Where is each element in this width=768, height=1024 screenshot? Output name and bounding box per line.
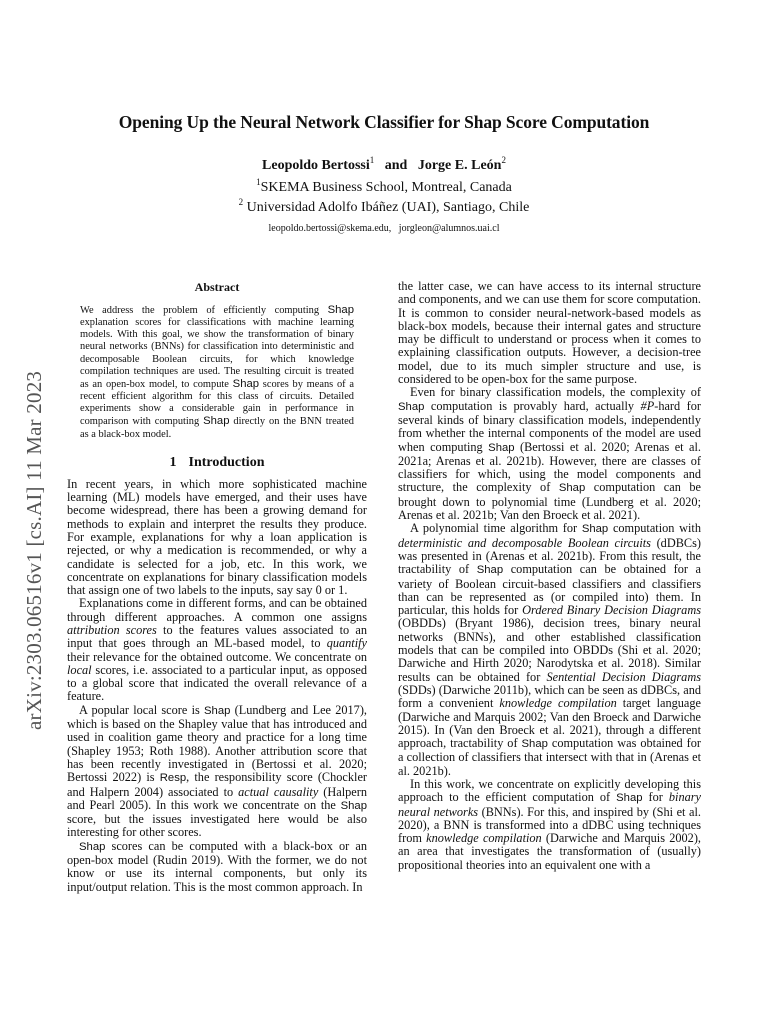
- body-paragraph: In recent years, in which more sophisticated machine learning (ML) models have emerged, and their uses have become widespread, there has been a growing demand for methods to explain and interpret the results they produce. For example, explanations for why a loan application is rejected, or why a medication is recommended, or why a candidate is selected for a job, etc. In this work, we concentrate on explanations for binary classification models that assign one of two labels to the inputs, say say 0 or 1.: [67, 476, 367, 598]
- author-affil-mark: 2: [501, 155, 506, 165]
- body-paragraph: Shap scores can be computed with a black-box or an open-box model (Rudin 2019). With the former, we do not know or use its internal components, but only its input/output relation. This is the most common approach. In: [67, 838, 367, 894]
- section-number: 1: [169, 454, 177, 470]
- abstract-heading: Abstract: [194, 280, 240, 294]
- shap-term: Shap: [340, 799, 367, 812]
- author-name: Jorge E. León: [417, 158, 502, 173]
- affiliation-text: SKEMA Business School, Montreal, Canada: [260, 180, 512, 195]
- author-affil-mark: 1: [369, 155, 375, 165]
- shap-term: Shap: [79, 840, 106, 853]
- resp-term: Resp: [159, 772, 187, 785]
- shap-term: Shap: [616, 792, 643, 805]
- shap-term: Shap: [476, 564, 504, 577]
- abstract-text: We address the problem of efficiently computing Shap explanation scores for classifications with machine learning models. With this goal, we show the transformation of binary neural networks (BNNs) for classification into deterministic and decomposable Boolean circuits, for which knowledge compilation techniques are used. The resulting circuit is treated as an open-box model, to compute Shap scores by means of a recent efficient algorithm for this class of circuits. Detailed experiments show a considerable gain in performance in comparison with computing Shap directly on the BNN treated as a black-box model.: [80, 304, 354, 440]
- author-name: Leopoldo Bertossi: [262, 158, 370, 173]
- affiliation: [0, 197, 768, 216]
- author-emails: leopoldo.bertossi@skema.edu, jorgleon@alumnos.uai.cl: [268, 223, 500, 234]
- sharp-p-term: #P: [640, 398, 655, 413]
- shap-term: Shap: [232, 377, 260, 390]
- shap-term: Shap: [204, 704, 231, 717]
- shap-term: Shap: [327, 304, 354, 316]
- shap-term: Shap: [581, 523, 609, 536]
- body-paragraph: Explanations come in different forms, and can be obtained through different approaches. A common one assigns attribution scores to the features values associated to an input that goes through an ML-based model, to quantify their relevance for the obtained outcome. We concentrate on local scores, i.e. associated to a particular input, as opposed to a global score that indicated the overall relevance of a feature.: [67, 596, 368, 704]
- body-paragraph: Even for binary classification models, the complexity of Shap computation is provably hard, actually #P-hard for several kinds of binary classification models, independently from whether the internal components of the model are used when computing Shap (Bertossi et al. 2020; Arenas et al. 2021a; Arenas et al. 2021b). However, there are classes of classifiers for which, using the model components and structure, the complexity of Shap computation can be brought down to polynomial time (Lundberg et al. 2020; Arenas et al. 2021b; Van den Broeck et al. 2021).: [398, 385, 701, 523]
- right-column: [398, 280, 701, 872]
- left-column: [67, 280, 367, 894]
- section-heading: [67, 455, 367, 471]
- paper-title: Opening Up the Neural Network Classifier for Shap Score Computation: [118, 112, 650, 132]
- author-line: [0, 155, 768, 174]
- affiliation-text: Universidad Adolfo Ibáñez (UAI), Santiago, Chile: [246, 200, 530, 215]
- author-conjunction: and: [384, 158, 408, 173]
- affiliation-mark: 2: [238, 197, 244, 207]
- shap-term: Shap: [398, 400, 425, 413]
- section-title: Introduction: [188, 454, 265, 470]
- affiliation-mark: 1: [256, 177, 261, 187]
- arxiv-identifier: arXiv:2303.06516v1 [cs.AI] 11 Mar 2023: [22, 370, 46, 730]
- body-paragraph: In this work, we concentrate on explicitly developing this approach to the efficient computation of Shap for binary neural networks (BNNs). For this, and inspired by (Shi et al. 2020), a BNN is transformed into a dDBC using techniques from knowledge compilation (Darwiche and Marquis 2002), an area that investigates the transformation of (usually) propositional theories into an equivalent one with a: [398, 776, 701, 872]
- body-paragraph: A popular local score is Shap (Lundberg and Lee 2017), which is based on the Shapley value that has introduced and used in coalition game theory and practice for a long time (Shapley 1953; Roth 1988). Another attribution score that has been recently investigated in (Bertossi et al. 2020; Bertossi 2022) is Resp, the responsibility score (Chockler and Halpern 2004) associated to actual causality (Halpern and Pearl 2005). In this work we concentrate on the Shap score, but the issues investigated here would be also interesting for other scores.: [67, 702, 368, 840]
- body-paragraph: A polynomial time algorithm for Shap computation with deterministic and decomposable Boolean circuits (dDBCs) was presented in (Arenas et al. 2021b). From this result, the tractability of Shap computation can be obtained for a variety of Boolean circuit-based classifiers and classifiers than can be represented as (or compiled into) them. In particular, this holds for Ordered Binary Decision Diagrams (OBDDs) (Bryant 1986), decision trees, binary neural networks (BNNs), and other established classification models that can be compiled into OBDDs (Shi et al. 2020; Darwiche and Hirth 2020; Narodytska et al. 2018). Similar results can be obtained for Sentential Decision Diagrams (SDDs) (Darwiche 2011b), which can be seen as dDBCs, and form a convenient knowledge compilation target language (Darwiche and Marquis 2002; Van den Broeck and Darwiche 2015). In (Van den Broeck et al. 2021), through a different approach, tractability of Shap computation was obtained for a collection of classifiers that intersect with that in (Arenas et al. 2021b).: [398, 521, 701, 778]
- shap-term: Shap: [488, 441, 515, 454]
- shap-term: Shap: [521, 738, 548, 751]
- shap-term: Shap: [203, 415, 230, 428]
- affiliation: [0, 177, 768, 196]
- shap-term: Shap: [558, 482, 586, 495]
- body-paragraph: the latter case, we can have access to its internal structure and components, and we can use them for score computation. It is common to consider neural-network-based models as black-box models, because their internal gates and structure may be difficult to understand or process when it comes to explaining classification outputs. However, a decision-tree model, due to its much simpler structure and use, is considered to be open-box for the same purpose.: [398, 279, 701, 387]
